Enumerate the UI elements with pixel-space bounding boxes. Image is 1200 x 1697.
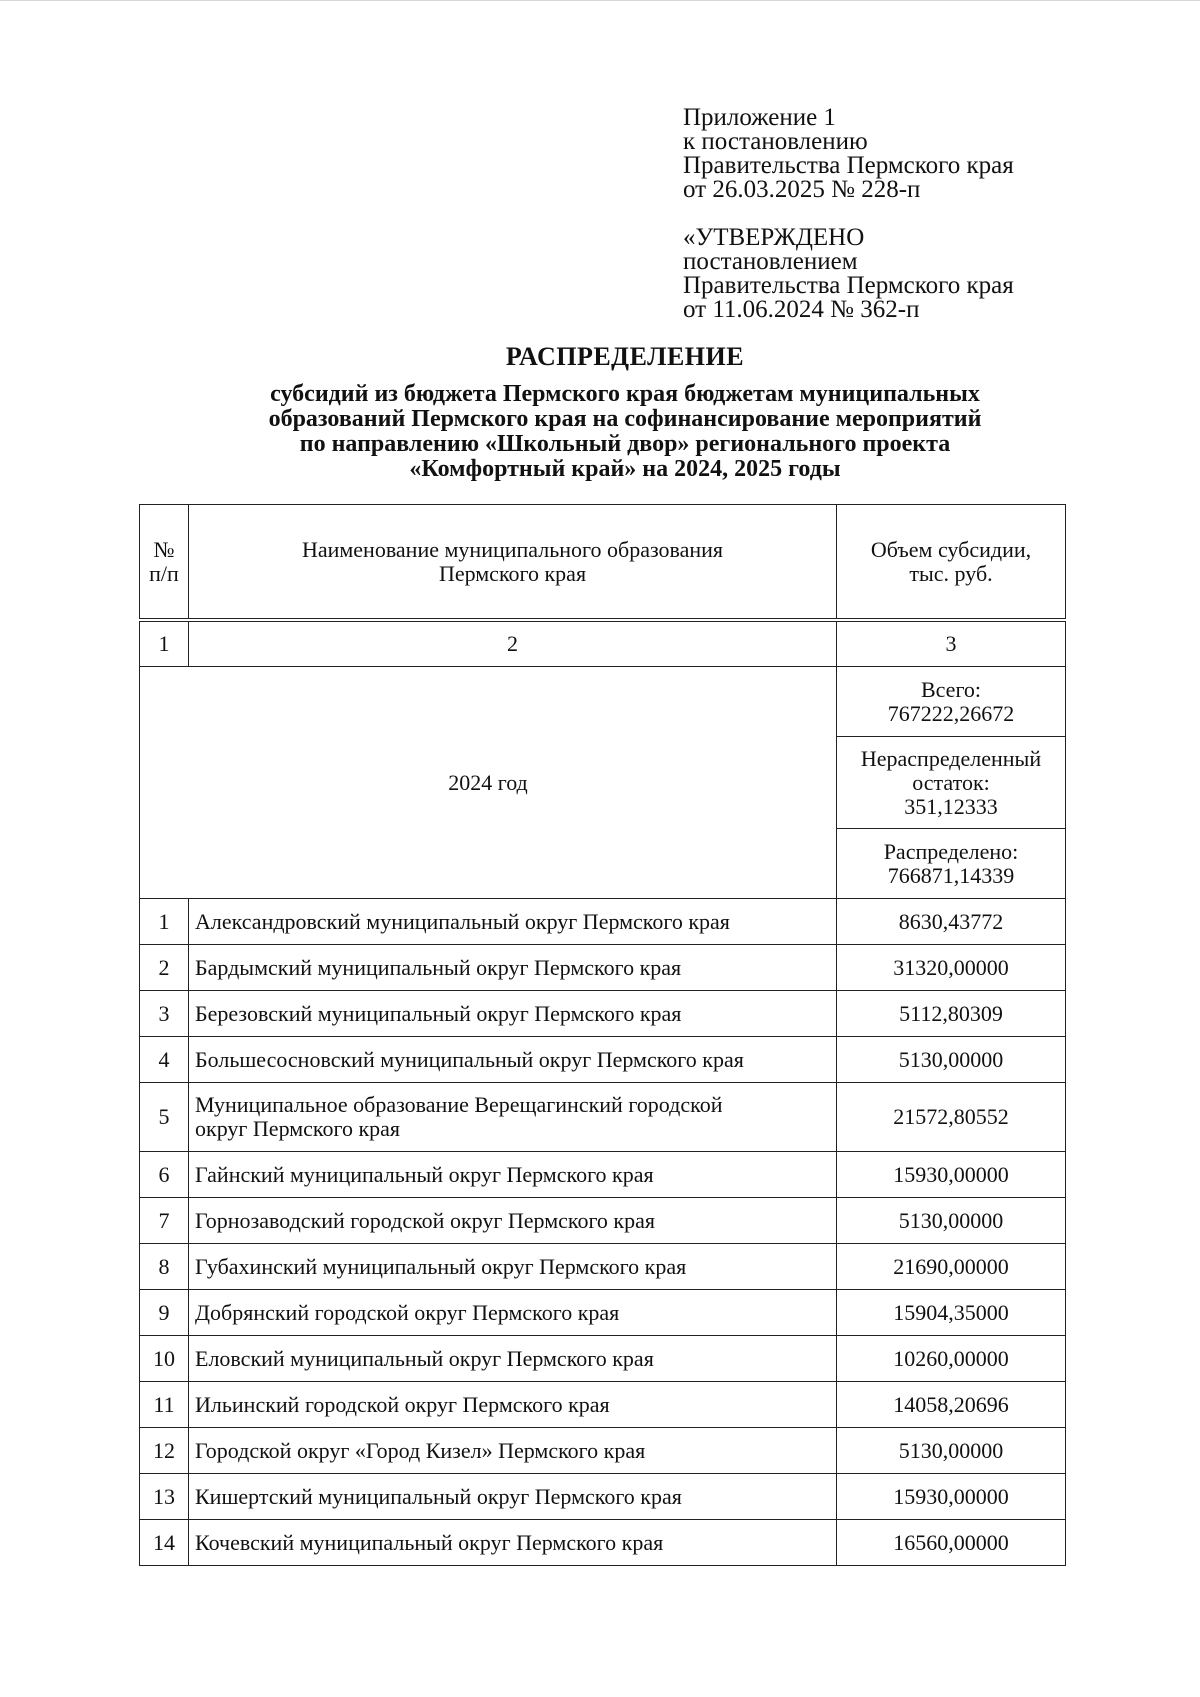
approval-line: «УТВЕРЖДЕНО <box>683 224 865 251</box>
subsidy-value: 15904,35000 <box>837 1290 1066 1336</box>
municipality-name <box>189 1244 837 1290</box>
row-number: 13 <box>140 1474 189 1520</box>
year-total-row <box>140 667 1066 737</box>
document-title: РАСПРЕДЕЛЕНИЕ <box>505 342 745 371</box>
municipality-name <box>189 1336 837 1382</box>
subsidy-value: 10260,00000 <box>837 1336 1066 1382</box>
subsidy-value: 5112,80309 <box>837 991 1066 1037</box>
distributed-value: 766871,14339 <box>887 862 1015 888</box>
appendix-line: от 26.03.2025 № 228-п <box>683 176 921 203</box>
name-line: Муниципальное образование Верещагинский городской <box>195 1092 723 1117</box>
subtitle-line: «Комфортный край» на 2024, 2025 годы <box>409 456 841 482</box>
table-row <box>140 1428 1066 1474</box>
table-row <box>140 1037 1066 1083</box>
name-line: Кочевский муниципальный округ Пермского края <box>195 1529 664 1555</box>
table-row <box>140 1336 1066 1382</box>
distributed-cell <box>837 829 1066 899</box>
row-number: 11 <box>140 1382 189 1428</box>
row-number: 3 <box>140 991 189 1037</box>
subsidy-value: 21690,00000 <box>837 1244 1066 1290</box>
municipality-name <box>189 1037 837 1083</box>
approval-line: от 11.06.2024 № 362-п <box>683 296 920 323</box>
name-line: Горнозаводский городской округ Пермского края <box>195 1207 656 1233</box>
row-number: 10 <box>140 1336 189 1382</box>
row-number: 14 <box>140 1520 189 1566</box>
municipality-name <box>189 991 837 1037</box>
municipality-name <box>189 1198 837 1244</box>
name-line: Городской округ «Город Кизел» Пермского края <box>195 1437 646 1463</box>
subsidy-value: 15930,00000 <box>837 1152 1066 1198</box>
table-row <box>140 991 1066 1037</box>
header-name-line: Наименование муниципального образования <box>301 536 724 562</box>
subsidy-value: 21572,80552 <box>837 1083 1066 1152</box>
table-row <box>140 1520 1066 1566</box>
distributed-label: Распределено: <box>883 838 1019 864</box>
municipality-name <box>189 1428 837 1474</box>
table-row <box>140 1198 1066 1244</box>
name-line: Гайнский муниципальный округ Пермского края <box>195 1161 654 1187</box>
subtitle-line: по направлению «Школьный двор» регионального проекта <box>299 431 951 457</box>
name-line: Губахинский муниципальный округ Пермского края <box>195 1253 687 1279</box>
subsidy-value: 15930,00000 <box>837 1474 1066 1520</box>
row-number: 8 <box>140 1244 189 1290</box>
name-line: округ Пермского края <box>195 1116 401 1141</box>
subsidy-value: 5130,00000 <box>837 1198 1066 1244</box>
appendix-block <box>683 106 1014 202</box>
remainder-label: Нераспределенный <box>860 745 1042 771</box>
appendix-line: Приложение 1 <box>683 104 836 131</box>
name-line: Александровский муниципальный округ Пермского края <box>195 908 730 934</box>
remainder-cell <box>837 737 1066 829</box>
row-number: 4 <box>140 1037 189 1083</box>
year-label: 2024 год <box>140 667 837 899</box>
name-line: Большесосновский муниципальный округ Пермского края <box>195 1046 744 1072</box>
name-line: Еловский муниципальный округ Пермского края <box>195 1345 654 1371</box>
approval-block <box>683 226 1014 322</box>
appendix-line: Правительства Пермского края <box>683 152 1014 179</box>
row-number: 9 <box>140 1290 189 1336</box>
subsidy-value: 31320,00000 <box>837 945 1066 991</box>
subsidy-value: 16560,00000 <box>837 1520 1066 1566</box>
header-num <box>140 505 189 621</box>
total-value: 767222,26672 <box>887 700 1015 726</box>
table-body <box>140 505 1066 1566</box>
distribution-table <box>139 504 1066 1566</box>
municipality-name <box>189 1290 837 1336</box>
table-row <box>140 899 1066 945</box>
name-line: Кишертский муниципальный округ Пермского края <box>195 1483 682 1509</box>
row-number: 12 <box>140 1428 189 1474</box>
row-number: 5 <box>140 1083 189 1152</box>
header-num-line: п/п <box>149 560 179 586</box>
subsidy-value: 8630,43772 <box>837 899 1066 945</box>
approval-line: Правительства Пермского края <box>683 272 1014 299</box>
municipality-name <box>189 1083 837 1152</box>
page-edge-line <box>0 0 1200 1</box>
subsidy-value: 5130,00000 <box>837 1428 1066 1474</box>
name-line: Бардымский муниципальный округ Пермского края <box>195 954 682 980</box>
subsidy-value: 14058,20696 <box>837 1382 1066 1428</box>
remainder-label: остаток: <box>912 769 990 795</box>
table-row <box>140 1244 1066 1290</box>
municipality-name <box>189 899 837 945</box>
row-number: 7 <box>140 1198 189 1244</box>
municipality-name <box>189 1152 837 1198</box>
remainder-value: 351,12333 <box>904 793 998 819</box>
name-line: Ильинский городской округ Пермского края <box>195 1391 610 1417</box>
row-number: 6 <box>140 1152 189 1198</box>
total-cell <box>837 667 1066 737</box>
table-row <box>140 1382 1066 1428</box>
row-number: 2 <box>140 945 189 991</box>
column-index: 3 <box>837 620 1066 667</box>
table-row <box>140 1083 1066 1152</box>
subtitle-line: образований Пермского края на софинансирование мероприятий <box>268 406 982 432</box>
municipality-name <box>189 1382 837 1428</box>
municipality-name <box>189 945 837 991</box>
table-row <box>140 1152 1066 1198</box>
column-index: 1 <box>140 620 189 667</box>
name-line: Добрянский городской округ Пермского края <box>195 1299 620 1325</box>
header-name-line: Пермского края <box>438 560 587 586</box>
document-subtitle <box>200 382 1050 482</box>
total-label: Всего: <box>920 676 982 702</box>
header-value <box>837 505 1066 621</box>
table-row <box>140 1290 1066 1336</box>
approval-line: постановлением <box>683 248 858 275</box>
table-row <box>140 945 1066 991</box>
column-index: 2 <box>189 620 837 667</box>
municipality-name <box>189 1474 837 1520</box>
table-header-row <box>140 505 1066 621</box>
appendix-line: к постановлению <box>683 128 868 155</box>
row-number: 1 <box>140 899 189 945</box>
table-row <box>140 1474 1066 1520</box>
header-value-line: Объем субсидии, <box>870 536 1032 562</box>
header-value-line: тыс. руб. <box>909 560 993 586</box>
header-num-line: № <box>153 536 175 562</box>
name-line: Березовский муниципальный округ Пермского края <box>195 1000 682 1026</box>
subtitle-line: субсидий из бюджета Пермского края бюджетам муниципальных <box>270 381 980 407</box>
subsidy-value: 5130,00000 <box>837 1037 1066 1083</box>
column-index-row <box>140 620 1066 667</box>
header-name <box>189 505 837 621</box>
municipality-name <box>189 1520 837 1566</box>
